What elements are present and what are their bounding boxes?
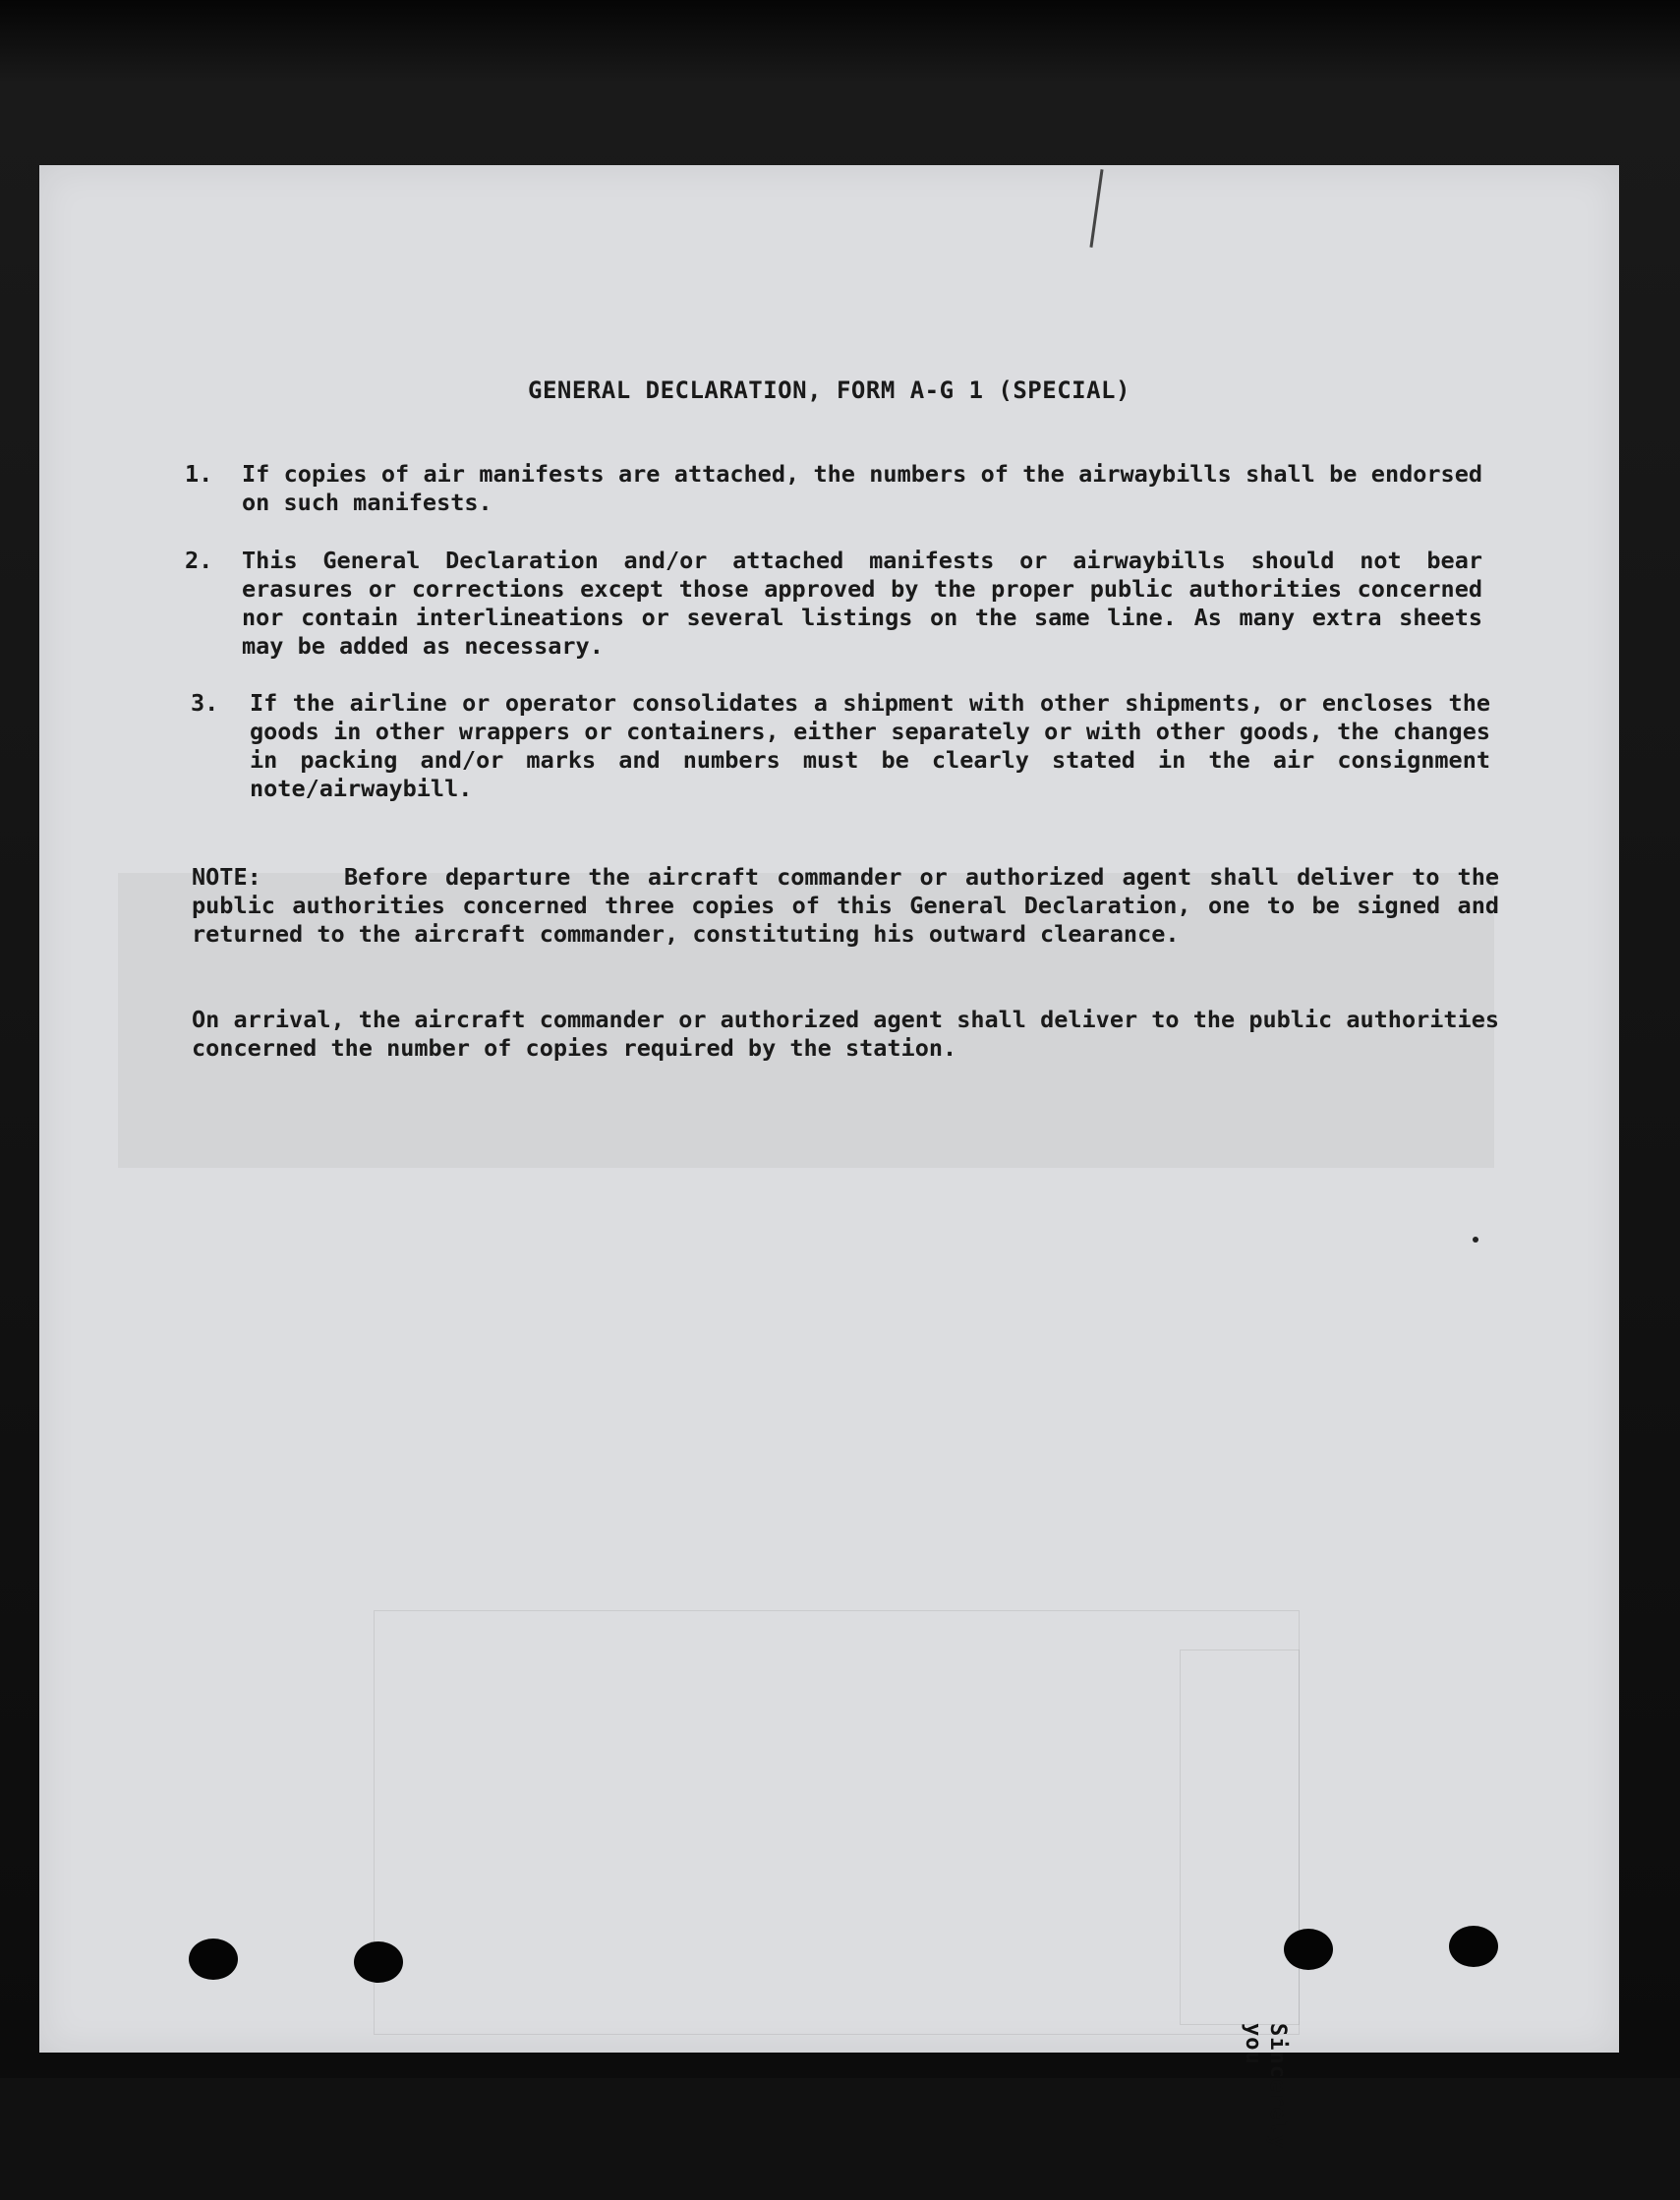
- note-paragraph: [192, 863, 1499, 949]
- item-number: 2.: [185, 547, 213, 574]
- item-number: 1.: [185, 460, 213, 488]
- item-text: If the airline or operator consolidates a shipment with other shipments, or encloses the goods in other wrappers or containers, either separately or with other goods, the changes in packing and/or marks and numbers must be clearly stated in the air consignment note/airwaybill.: [250, 689, 1490, 802]
- item-text: If copies of air manifests are attached, the numbers of the airwaybills shall be endorsed on such manifests.: [242, 460, 1482, 516]
- punch-hole: [1449, 1926, 1498, 1967]
- show-through-box-inner: [1180, 1650, 1300, 2025]
- stray-mark: [1473, 1237, 1478, 1243]
- pencil-mark: [1089, 169, 1103, 248]
- document-page: [39, 165, 1619, 2150]
- punch-hole: [189, 1939, 238, 1980]
- punch-hole: [1284, 1929, 1333, 1970]
- note-label: NOTE:: [192, 863, 261, 891]
- page-title: GENERAL DECLARATION, FORM A-G 1 (SPECIAL): [528, 376, 1130, 404]
- item-text: This General Declaration and/or attached manifests or airwaybills should not bear erasures or corrections except those approved by the proper public authorities concerned nor contain interlineations or several listings on the same line. As many extra sheets may be added as necessary.: [242, 547, 1482, 660]
- note-text: Before departure the aircraft commander or authorized agent shall deliver to the public authorities concerned three copies of this General Declaration, one to be signed and returned to the aircraft commander, constituting his outward clearance.: [192, 863, 1499, 948]
- instruction-item-3: [185, 689, 1541, 807]
- instruction-item-1: [185, 460, 1541, 519]
- show-through-box: [374, 1610, 1300, 2035]
- item-number: 3.: [191, 689, 219, 717]
- rotated-text-fragment: Sincerely you: [1241, 2023, 1290, 2150]
- instruction-item-2: [185, 547, 1541, 665]
- punch-hole: [354, 1941, 403, 1983]
- arrival-paragraph: On arrival, the aircraft commander or authorized agent shall deliver to the public authorities concerned the number of copies required by the station.: [192, 1006, 1499, 1062]
